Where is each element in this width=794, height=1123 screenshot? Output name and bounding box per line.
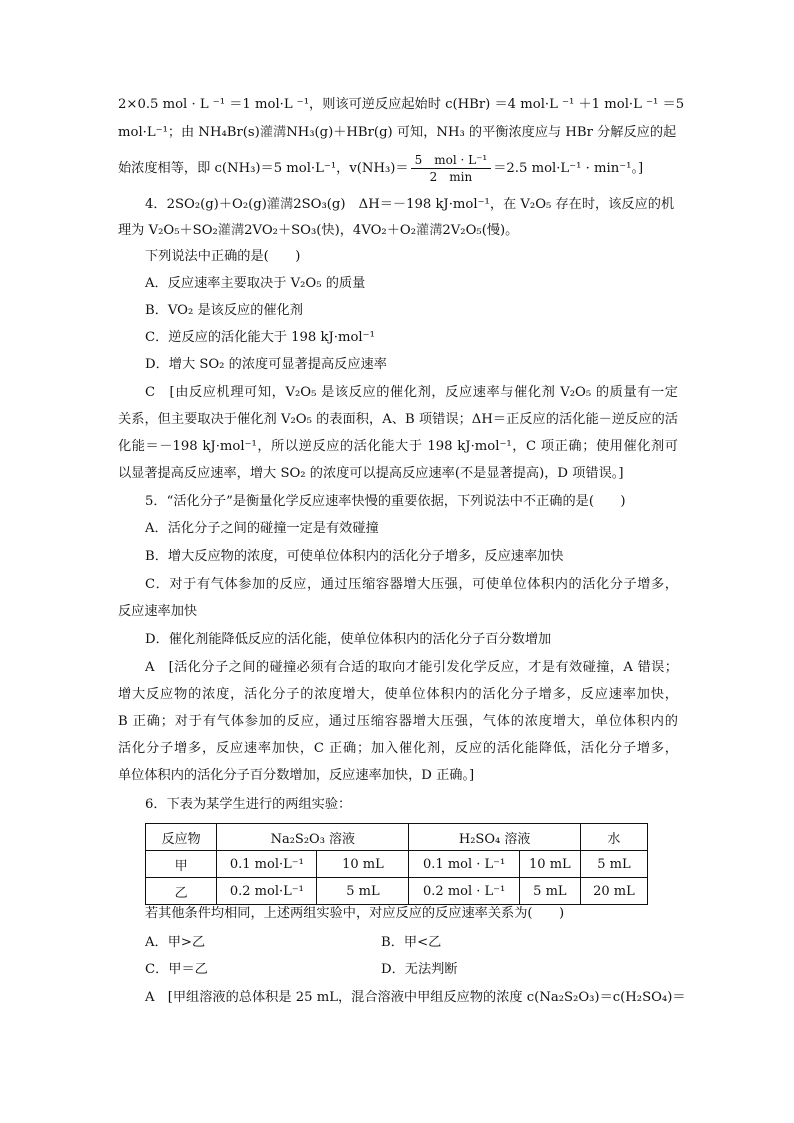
garbled-glyph: 灌溝 bbox=[266, 197, 294, 212]
table-cell: 10 mL bbox=[519, 851, 580, 878]
fraction: $\frac{\text{5 mol · L⁻¹}}{2 \min}$ bbox=[411, 153, 492, 184]
question-6-stem: 6．下表为某学生进行的两组实验： bbox=[145, 797, 352, 812]
table-cell: 5 mL bbox=[317, 878, 409, 905]
question-5-stem: 5．“活化分子”是衡量化学反应速率快慢的重要依据，下列说法中不正确的是( ) bbox=[145, 494, 626, 509]
text-line: 始浓度相等，即 c(NH₃)＝5 mol·L⁻¹，v(NH₃)＝ $\frac{\text{5 mol · L⁻¹}}{2 \min}$ ＝2.5 mol·L⁻¹ · min⁻¹。] bbox=[118, 153, 644, 184]
table-cell: 0.2 mol · L⁻¹ bbox=[409, 878, 520, 905]
answer-4-line: 关系，但主要取决于催化剂 V₂O₅ 的表面积，A、B 项错误；ΔH＝正反应的活化能－逆反应的活 bbox=[118, 412, 678, 427]
option-d: D．增大 SO₂ 的浓度可显著提高反应速率 bbox=[145, 357, 387, 372]
answer-6-line: A [甲组溶液的总体积是 25 mL，混合溶液中甲组反应物的浓度 c(Na₂S₂O₃)＝c(H₂SO₄)＝ bbox=[145, 990, 686, 1005]
table-cell: 10 mL bbox=[317, 851, 409, 878]
table-row bbox=[146, 878, 648, 905]
text-line: 理为 V₂O₅＋SO₂灌溝2VO₂＋SO₃(快)，4VO₂＋O₂灌溝2V₂O₅(慢)。 bbox=[118, 223, 519, 238]
text-line: mol·L⁻¹；由 NH₄Br(s)灌溝NH₃(g)＋HBr(g) 可知，NH₃ 的平衡浓度应与 HBr 分解反应的起 bbox=[118, 125, 677, 140]
option-c: C．对于有气体参加的反应，通过压缩容器增大压强，可使单位体积内的活化分子增多， bbox=[145, 577, 678, 592]
option-c: C．甲＝乙 bbox=[145, 962, 208, 977]
question-4-prompt: 下列说法中正确的是( ) bbox=[145, 249, 301, 264]
experiment-table bbox=[145, 823, 648, 905]
table-cell: 5 mL bbox=[580, 851, 647, 878]
table-cell: 甲 bbox=[146, 851, 217, 878]
garbled-glyph: 灌溝 bbox=[259, 125, 287, 140]
table-row bbox=[146, 851, 648, 878]
answer-5-line: A [活化分子之间的碰撞必须有合适的取向才能引发化学反应，才是有效碰撞，A 错误； bbox=[145, 660, 678, 675]
garbled-glyph: 灌溝 bbox=[416, 223, 443, 238]
table-cell: 乙 bbox=[146, 878, 217, 905]
table-cell: 0.1 mol · L⁻¹ bbox=[409, 851, 520, 878]
option-d: D．催化剂能降低反应的活化能，使单位体积内的活化分子百分数增加 bbox=[145, 632, 552, 647]
question-6-prompt: 若其他条件均相同，上述两组实验中，对应反应的反应速率关系为( ) bbox=[145, 906, 565, 921]
table-header-cell: H₂SO₄ 溶液 bbox=[409, 824, 580, 851]
answer-5-line: B 正确；对于有气体参加的反应，通过压缩容器增大压强，气体的浓度增大，单位体积内的 bbox=[118, 714, 678, 729]
option-a: A．甲>乙 bbox=[145, 935, 206, 950]
option-a: A．活化分子之间的碰撞一定是有效碰撞 bbox=[145, 521, 379, 536]
answer-4-line: 以显著提高反应速率，增大 SO₂ 的浓度可以提高反应速率(不是显著提高)，D 项错误。] bbox=[118, 466, 624, 481]
option-c: C．逆反应的活化能大于 198 kJ·mol⁻¹ bbox=[145, 330, 375, 345]
answer-4-line: 化能＝－198 kJ·mol⁻¹，所以逆反应的活化能大于 198 kJ·mol⁻¹，C 项正确；使用催化剂可 bbox=[118, 439, 678, 454]
option-a: A．反应速率主要取决于 V₂O₅ 的质量 bbox=[145, 276, 366, 291]
table-header-row bbox=[146, 824, 648, 851]
answer-5-line: 活化分子增多，反应速率加快，C 正确；加入催化剂，反应的活化能降低，活化分子增多， bbox=[118, 741, 678, 756]
option-d: D．无法判断 bbox=[381, 962, 458, 977]
garbled-glyph: 灌溝 bbox=[217, 223, 245, 238]
option-b: B．甲<乙 bbox=[381, 935, 442, 950]
table-header-cell: 水 bbox=[580, 824, 647, 851]
option-c-cont: 反应速率加快 bbox=[118, 604, 198, 619]
question-4-stem: 4．2SO₂(g)＋O₂(g)灌溝2SO₃(g) ΔH＝－198 kJ·mol⁻¹，在 V₂O₅ 存在时，该反应的机 bbox=[145, 197, 675, 212]
answer-5-line: 增大反应物的浓度，活化分子的浓度增大，使单位体积内的活化分子增多，反应速率加快， bbox=[118, 687, 678, 702]
table-cell: 0.2 mol·L⁻¹ bbox=[217, 878, 317, 905]
option-b: B．增大反应物的浓度，可使单位体积内的活化分子增多，反应速率加快 bbox=[145, 549, 564, 564]
table-header-cell: 反应物 bbox=[146, 824, 217, 851]
table-cell: 0.1 mol·L⁻¹ bbox=[217, 851, 317, 878]
option-b: B．VO₂ 是该反应的催化剂 bbox=[145, 303, 303, 318]
text-line: 2×0.5 mol · L ⁻¹ ＝1 mol·L ⁻¹，则该可逆反应起始时 c(HBr) ＝4 mol·L ⁻¹ ＋1 mol·L ⁻¹ ＝5 bbox=[118, 97, 685, 112]
table-header-cell: Na₂S₂O₃ 溶液 bbox=[217, 824, 409, 851]
answer-4-line: C [由反应机理可知，V₂O₅ 是该反应的催化剂，反应速率与催化剂 V₂O₅ 的质量有一定 bbox=[145, 385, 678, 400]
table-cell: 20 mL bbox=[580, 878, 647, 905]
answer-5-line: 单位体积内的活化分子百分数增加，反应速率加快，D 正确。] bbox=[118, 768, 475, 783]
table-cell: 5 mL bbox=[519, 878, 580, 905]
